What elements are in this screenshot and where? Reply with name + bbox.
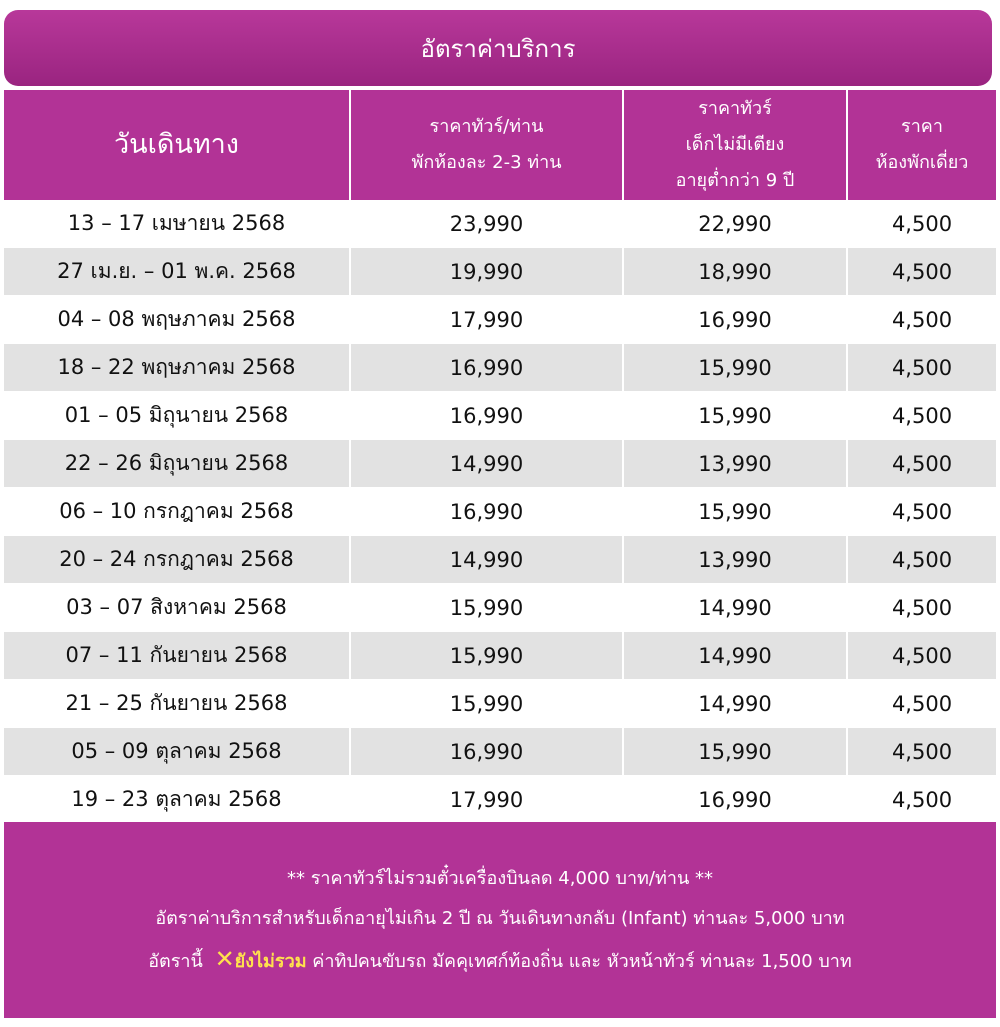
header-single-room: ราคา ห้องพักเดี่ยว [847, 90, 996, 200]
table-row [4, 632, 996, 680]
child-price-cell: 22,990 [623, 200, 847, 248]
date-cell: 06 – 10 กรกฎาคม 2568 [4, 488, 350, 536]
table-row [4, 200, 996, 248]
child-price-cell: 14,990 [623, 584, 847, 632]
note-line-1: ** ราคาทัวร์ไม่รวมตั๋วเครื่องบินลด 4,000 บาท/ท่าน ** [287, 867, 713, 889]
adult-price-cell: 19,990 [350, 248, 623, 296]
note-line-3-prefix: อัตรานี้ [148, 950, 203, 972]
x-mark-icon: ✕ [214, 944, 235, 973]
child-price-cell: 15,990 [623, 728, 847, 776]
table-row [4, 776, 996, 824]
child-price-cell: 14,990 [623, 680, 847, 728]
adult-price-cell: 16,990 [350, 488, 623, 536]
note-line-3-suffix: ค่าทิปคนขับรถ มัคคุเทศก์ท้องถิ่น และ หัวหน้าทัวร์ ท่านละ 1,500 บาท [306, 950, 852, 972]
date-cell: 04 – 08 พฤษภาคม 2568 [4, 296, 350, 344]
single-room-cell: 4,500 [847, 440, 996, 488]
note-line-2: อัตราค่าบริการสำหรับเด็กอายุไม่เกิน 2 ปี ณ วันเดินทางกลับ (Infant) ท่านละ 5,000 บาท [155, 907, 845, 929]
child-price-cell: 15,990 [623, 392, 847, 440]
date-cell: 19 – 23 ตุลาคม 2568 [4, 776, 350, 824]
single-room-cell: 4,500 [847, 728, 996, 776]
single-room-cell: 4,500 [847, 392, 996, 440]
date-cell: 05 – 09 ตุลาคม 2568 [4, 728, 350, 776]
date-cell: 22 – 26 มิถุนายน 2568 [4, 440, 350, 488]
header-date: วันเดินทาง [4, 90, 350, 200]
single-room-cell: 4,500 [847, 344, 996, 392]
table-row [4, 440, 996, 488]
child-price-cell: 16,990 [623, 296, 847, 344]
single-room-cell: 4,500 [847, 776, 996, 824]
adult-price-cell: 14,990 [350, 440, 623, 488]
date-cell: 03 – 07 สิงหาคม 2568 [4, 584, 350, 632]
note-line-3 [148, 939, 852, 982]
date-cell: 21 – 25 กันยายน 2568 [4, 680, 350, 728]
child-price-cell: 15,990 [623, 344, 847, 392]
single-room-cell: 4,500 [847, 248, 996, 296]
single-room-cell: 4,500 [847, 200, 996, 248]
price-table [4, 90, 996, 823]
adult-price-cell: 15,990 [350, 680, 623, 728]
table-row [4, 296, 996, 344]
not-included-label: ยังไม่รวม [234, 950, 307, 972]
notes-box [4, 822, 996, 1018]
child-price-cell: 14,990 [623, 632, 847, 680]
child-price-cell: 15,990 [623, 488, 847, 536]
single-room-cell: 4,500 [847, 632, 996, 680]
single-room-cell: 4,500 [847, 296, 996, 344]
date-cell: 07 – 11 กันยายน 2568 [4, 632, 350, 680]
child-price-cell: 18,990 [623, 248, 847, 296]
table-row [4, 728, 996, 776]
child-price-cell: 13,990 [623, 536, 847, 584]
page-title [4, 10, 992, 86]
adult-price-cell: 17,990 [350, 776, 623, 824]
date-cell: 13 – 17 เมษายน 2568 [4, 200, 350, 248]
table-row [4, 392, 996, 440]
table-header-row [4, 90, 996, 200]
adult-price-cell: 16,990 [350, 344, 623, 392]
table-row [4, 536, 996, 584]
adult-price-cell: 15,990 [350, 632, 623, 680]
page-title-text: อัตราค่าบริการ [420, 34, 576, 63]
single-room-cell: 4,500 [847, 536, 996, 584]
single-room-cell: 4,500 [847, 488, 996, 536]
single-room-cell: 4,500 [847, 584, 996, 632]
header-child-price: ราคาทัวร์ เด็กไม่มีเตียง อายุต่ำกว่า 9 ปี [623, 90, 847, 200]
child-price-cell: 16,990 [623, 776, 847, 824]
single-room-cell: 4,500 [847, 680, 996, 728]
adult-price-cell: 23,990 [350, 200, 623, 248]
table-row [4, 344, 996, 392]
adult-price-cell: 16,990 [350, 392, 623, 440]
date-cell: 20 – 24 กรกฎาคม 2568 [4, 536, 350, 584]
adult-price-cell: 17,990 [350, 296, 623, 344]
adult-price-cell: 15,990 [350, 584, 623, 632]
child-price-cell: 13,990 [623, 440, 847, 488]
header-adult-price: ราคาทัวร์/ท่าน พักห้องละ 2-3 ท่าน [350, 90, 623, 200]
table-row [4, 584, 996, 632]
table-row [4, 680, 996, 728]
table-row [4, 488, 996, 536]
adult-price-cell: 14,990 [350, 536, 623, 584]
date-cell: 18 – 22 พฤษภาคม 2568 [4, 344, 350, 392]
table-body [4, 200, 996, 823]
date-cell: 27 เม.ย. – 01 พ.ค. 2568 [4, 248, 350, 296]
adult-price-cell: 16,990 [350, 728, 623, 776]
table-row [4, 248, 996, 296]
date-cell: 01 – 05 มิถุนายน 2568 [4, 392, 350, 440]
